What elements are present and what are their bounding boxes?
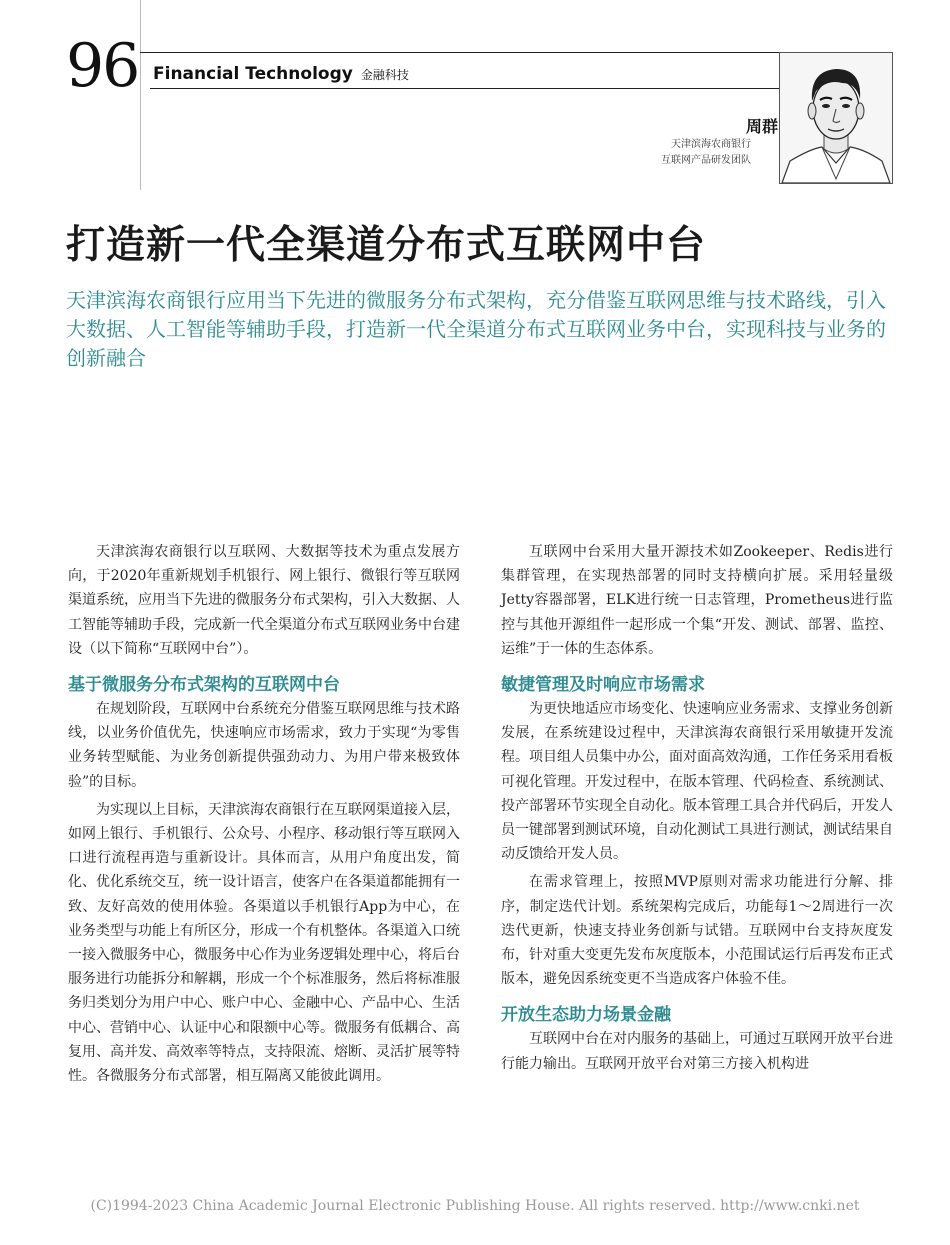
left-column xyxy=(68,540,460,1092)
author-name: 周群 xyxy=(745,117,778,136)
paragraph: 在需求管理上，按照MVP原则对需求功能进行分解、排序，制定迭代计划。系统架构完成后，功能每1～2周进行一次迭代更新，快速支持业务创新与试错。互联网中台支持灰度发布，针对重大变更先发布灰度版本，小范围试运行后再发布正式版本，避免因系统变更不当造成客户体验不佳。 xyxy=(501,874,893,988)
article-title: 打造新一代全渠道分布式互联网中台 xyxy=(66,223,707,268)
paragraph: 为实现以上目标，天津滨海农商银行在互联网渠道接入层，如网上银行、手机银行、公众号、小程序、移动银行等互联网入口进行流程再造与重新设计。具体而言，从用户角度出发，简化、优化系统交互，统一设计语言，使客户在各渠道都能拥有一致、友好高效的使用体验。各渠道以手机银行App为中心，在业务类型与功能上有所区分，形成一个有机整体。各渠道入口统一接入微服务中心，微服务中心作为业务逻辑处理中心，将后台服务进行功能拆分和解耦，形成一个个标准服务，然后将标准服务归类划分为用户中心、账户中心、金融中心、产品中心、生活中心、营销中心、认证中心和限额中心等。微服务有低耦合、高复用、高并发、高效率等特点，支持限流、熔断、灵活扩展等特性。各微服务分布式部署，相互隔离又能彼此调用。 xyxy=(68,801,460,1085)
article-lead: 天津滨海农商银行应用当下先进的微服务分布式架构，充分借鉴互联网思维与技术路线，引入大数据、人工智能等辅助手段，打造新一代全渠道分布式互联网业务中台，实现科技与业务的创新融合 xyxy=(66,288,886,370)
author-org-line1: 天津滨海农商银行 xyxy=(671,139,751,150)
paragraph: 在规划阶段，互联网中台系统充分借鉴互联网思维与技术路线，以业务价值优先，快速响应市场需求，致力于实现“为零售业务转型赋能、为业务创新提供强劲动力、为用户带来极致体验”的目标。 xyxy=(68,701,460,790)
author-portrait-sketch xyxy=(780,53,892,183)
paragraph: 天津滨海农商银行以互联网、大数据等技术为重点发展方向，于2020年重新规划手机银行、网上银行、微银行等互联网渠道系统，应用当下先进的微服务分布式架构，引入大数据、人工智能等辅助手段，完成新一代全渠道分布式互联网业务中台建设（以下简称“互联网中台”）。 xyxy=(68,544,460,657)
section-label-en: Financial Technology xyxy=(153,64,353,84)
section-heading: 基于微服务分布式架构的互联网中台 xyxy=(68,675,340,696)
section-label xyxy=(153,64,409,84)
header-top-rule xyxy=(140,52,780,53)
section-label-cn: 金融科技 xyxy=(360,68,409,82)
copyright-footer: (C)1994-2023 China Academic Journal Electronic Publishing House. All rights reserved. http://www.cnki.net xyxy=(90,1198,860,1214)
section-heading: 敏捷管理及时响应市场需求 xyxy=(501,675,705,696)
author-affiliation xyxy=(661,137,751,169)
header-vertical-rule xyxy=(140,0,141,190)
paragraph: 为更快地适应市场变化、快速响应业务需求、支撑业务创新发展，在系统建设过程中，天津滨海农商银行采用敏捷开发流程。项目组人员集中办公，面对面高效沟通，工作任务采用看板可视化管理。开发过程中，在版本管理、代码检查、系统测试、投产部署环节实现全自动化。版本管理工具合并代码后，开发人员一键部署到测试环境，自动化测试工具进行测试，测试结果自动反馈给开发人员。 xyxy=(501,701,893,863)
paragraph: 互联网中台在对内服务的基础上，可通过互联网开放平台进行能力输出。互联网开放平台对第三方接入机构进 xyxy=(501,1031,893,1072)
section-heading: 开放生态助力场景金融 xyxy=(501,1005,671,1026)
page-number: 96 xyxy=(66,31,139,101)
author-org-line2: 互联网产品研发团队 xyxy=(661,155,751,166)
header-section-rule xyxy=(150,88,780,89)
paragraph: 互联网中台采用大量开源技术如Zookeeper、Redis进行集群管理，在实现热部署的同时支持横向扩展。采用轻量级Jetty容器部署，ELK进行统一日志管理，Prometheus进行监控与其他开源组件一起形成一个集“开发、测试、部署、监控、运维”于一体的生态体系。 xyxy=(501,544,893,657)
right-column xyxy=(501,540,893,1080)
author-photo xyxy=(779,52,893,184)
